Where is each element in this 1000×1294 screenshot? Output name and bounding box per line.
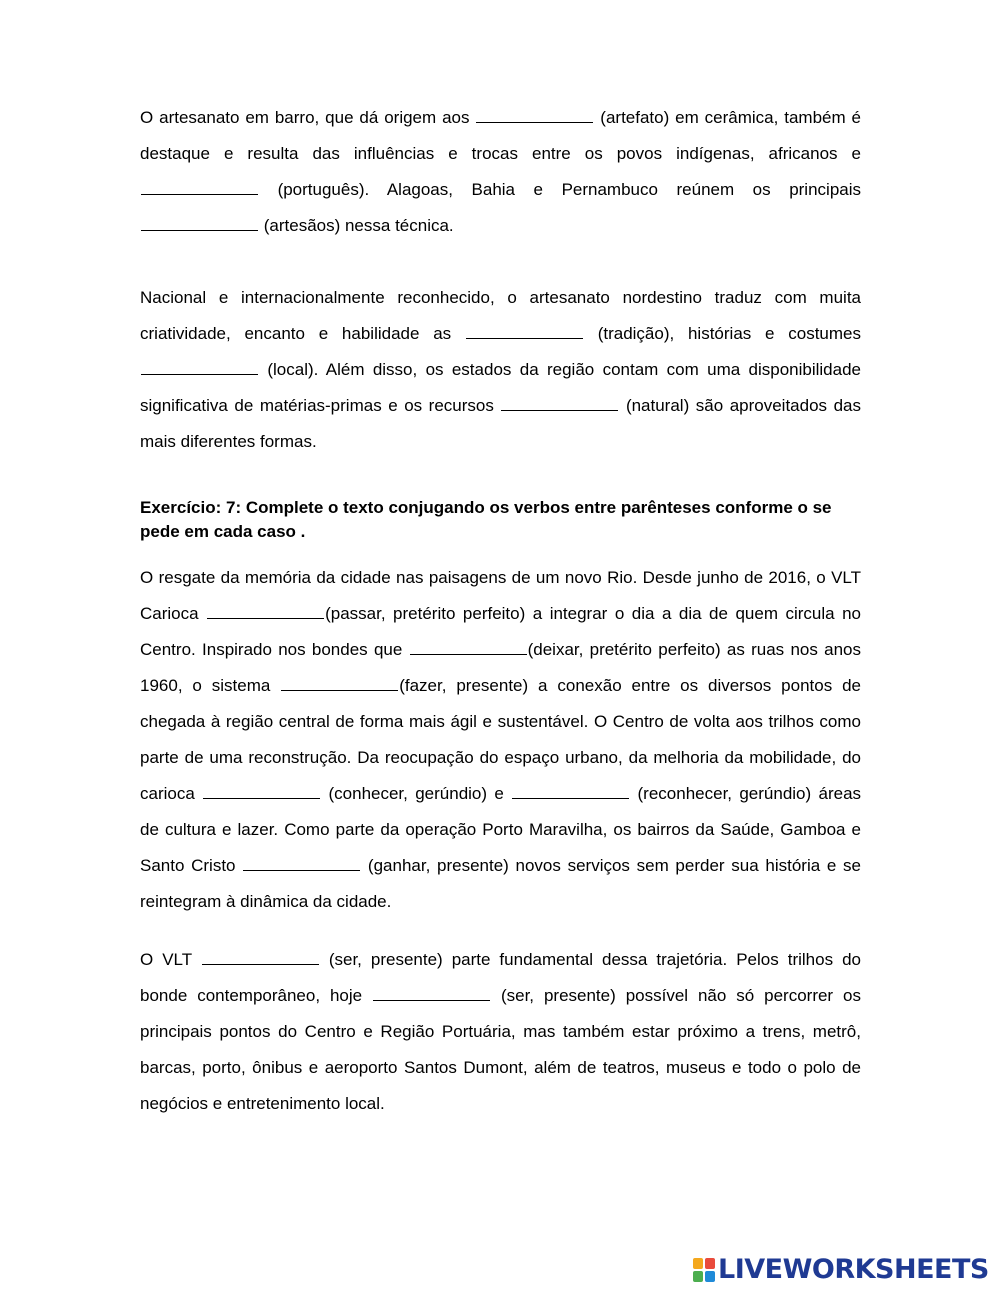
answer-blank-artesaos[interactable] bbox=[141, 229, 258, 231]
answer-blank-ser-2[interactable] bbox=[373, 999, 490, 1001]
answer-blank-conhecer[interactable] bbox=[203, 797, 320, 799]
text-segment: (natural) são aproveitados das mais diferentes formas. bbox=[140, 396, 861, 451]
text-segment: (artesãos) nessa técnica. bbox=[263, 216, 454, 235]
text-segment: (reconhecer, gerúndio) áreas de cultura e lazer. Como parte da operação Porto Maravilha, os bairros da Saúde, Gamboa e Santo Cristo bbox=[140, 784, 862, 875]
answer-blank-fazer[interactable] bbox=[281, 689, 398, 691]
answer-blank-deixar[interactable] bbox=[410, 653, 527, 655]
logo-square-icon bbox=[705, 1271, 715, 1282]
text-segment: (fazer, presente) a conexão entre os diversos pontos de chegada à região central de forma mais ágil e sustentável. O Centro de volta aos trilhos como parte de uma reconstrução. Da reocupação do espaço urbano, da melhoria da mobilidade, do carioca bbox=[140, 676, 861, 803]
text-segment: (conhecer, gerúndio) e bbox=[328, 784, 504, 803]
answer-blank-portugues[interactable] bbox=[141, 193, 258, 195]
answer-blank-reconhecer[interactable] bbox=[512, 797, 629, 799]
text-segment: (passar, pretérito perfeito) a integrar o dia a dia de quem circula no Centro. Inspirado nos bondes que bbox=[140, 604, 861, 659]
exercise-heading: Exercício: 7: Complete o texto conjugando os verbos entre parênteses conforme o se pede em cada caso . bbox=[140, 498, 832, 541]
text-segment: O resgate da memória da cidade nas paisagens de um novo Rio. Desde junho de 2016, o VLT Carioca bbox=[140, 568, 861, 623]
paragraph-artesanato-barro bbox=[140, 100, 861, 244]
answer-blank-tradicao[interactable] bbox=[466, 337, 583, 339]
paragraph-vlt-resgate bbox=[140, 560, 861, 920]
text-segment: (português). Alagoas, Bahia e Pernambuco reúnem os principais bbox=[277, 180, 861, 199]
text-segment: (local). Além disso, os estados da região contam com uma disponibilidade significativa de matérias-primas e os recursos bbox=[140, 360, 861, 415]
paragraph-vlt-trajetoria bbox=[140, 942, 861, 1122]
text-segment: (ser, presente) parte fundamental dessa trajetória. Pelos trilhos do bonde contemporâneo, hoje bbox=[140, 950, 861, 1005]
logo-square-icon bbox=[693, 1258, 703, 1269]
worksheet-page bbox=[140, 100, 861, 1122]
answer-blank-local[interactable] bbox=[141, 373, 258, 375]
liveworksheets-logo bbox=[693, 1255, 989, 1285]
answer-blank-natural[interactable] bbox=[501, 409, 618, 411]
text-segment: Nacional e internacionalmente reconhecido, o artesanato nordestino traduz com muita criatividade, encanto e habilidade as bbox=[140, 288, 861, 343]
answer-blank-ganhar[interactable] bbox=[243, 869, 360, 871]
logo-text: LIVEWORKSHEETS bbox=[718, 1254, 989, 1285]
text-segment: O artesanato em barro, que dá origem aos bbox=[140, 108, 470, 127]
logo-mark-icon bbox=[693, 1258, 715, 1282]
text-segment: (artefato) em cerâmica, também é destaque e resulta das influências e trocas entre os povos indígenas, africanos e bbox=[140, 108, 862, 163]
paragraph-artesanato-nordestino bbox=[140, 280, 861, 460]
text-segment: (tradição), histórias e costumes bbox=[597, 324, 861, 343]
text-segment: (ganhar, presente) novos serviços sem perder sua história e se reintegram à dinâmica da cidade. bbox=[140, 856, 861, 911]
answer-blank-ser-1[interactable] bbox=[202, 963, 319, 965]
text-segment: (deixar, pretérito perfeito) as ruas nos anos 1960, o sistema bbox=[140, 640, 861, 695]
text-segment: (ser, presente) possível não só percorrer os principais pontos do Centro e Região Portuária, mas também estar próximo a trens, metrô, barcas, porto, ônibus e aeroporto Santos Dumont, além de teatros, museus e todo o polo de negócios e entretenimento local. bbox=[140, 986, 861, 1113]
answer-blank-passar[interactable] bbox=[207, 617, 324, 619]
logo-square-icon bbox=[705, 1258, 715, 1269]
answer-blank-artefato[interactable] bbox=[476, 121, 593, 123]
text-segment: O VLT bbox=[140, 950, 192, 969]
logo-square-icon bbox=[693, 1271, 703, 1282]
